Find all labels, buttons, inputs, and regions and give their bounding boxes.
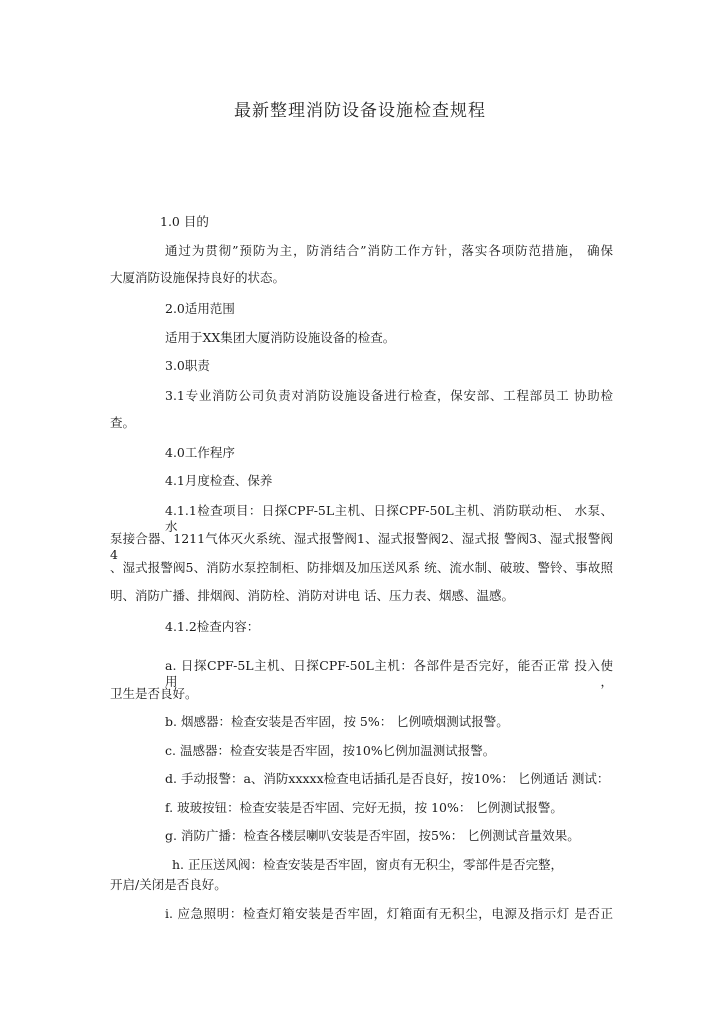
list-item-a: a. 日探CPF-5L主机、日探CPF-50L主机：各部件是否完好，能否正常 投入使用，	[165, 658, 613, 689]
list-item-i: i. 应急照明：检查灯箱安装是否牢固，灯箱面有无积尘，电源及指示灯 是否正	[165, 906, 613, 921]
list-item-d: d. 手动报警：a、消防xxxxx检查电话插孔是否良好，按10%： 匕例通话 测试：	[165, 771, 610, 786]
section-1-heading: 1.0 目的	[160, 214, 209, 229]
paragraph-line: 适用于XX集团大厦消防设施设备的检查。	[165, 330, 396, 345]
section-2-heading: 2.0适用范围	[165, 301, 235, 316]
paragraph-line: 大厦消防设施保持良好的状态。	[110, 270, 286, 285]
list-item-h: h. 正压送风阀：检查安装是否牢固，窗贞有无积尘，零部件是否完整，	[172, 857, 563, 872]
section-3-heading: 3.0职责	[165, 358, 210, 373]
paragraph-line: 开启/关闭是否良好。	[110, 877, 227, 892]
list-item-f: f. 玻玻按钮：检查安装是否牢固、完好无损，按 10%： 匕例测试报警。	[165, 800, 563, 815]
paragraph-line: 查。	[110, 415, 136, 430]
subsection-4-1-2-heading: 4.1.2检查内容：	[165, 619, 260, 634]
list-item-b: b. 烟感器：检查安装是否牢固，按 5%： 匕例喷烟测试报警。	[165, 714, 509, 729]
list-item-g: g. 消防广播：检查各楼层喇叭安装是否牢固，按5%： 匕例测试音量效果。	[165, 828, 580, 843]
paragraph-line: 4.1.1检查项目：日探CPF-5L主机、日探CPF-50L主机、消防联动柜、 水泵、水	[165, 503, 613, 534]
paragraph-line: 泵接合器、1211气体灭火系统、湿式报警阀1、湿式报警阀2、湿式报 警阀3、湿式报警阀4	[110, 531, 613, 562]
paragraph-line: 明、消防广播、排烟阀、消防栓、消防对讲电 话、压力表、烟感、温感。	[110, 588, 514, 603]
paragraph-line: 、湿式报警阀5、消防水泵控制柜、防排烟及加压送风系 统、流水制、破玻、警铃、事故照	[110, 560, 613, 575]
subsection-4-1-heading: 4.1月度检查、保养	[165, 473, 273, 488]
paragraph-line: 卫生是否良好。	[110, 686, 198, 701]
document-title: 最新整理消防设备设施检查规程	[234, 101, 486, 121]
paragraph-line: 通过为贯彻”预防为主，防消结合”消防工作方针，落实各项防范措施， 确保	[165, 243, 613, 258]
list-item-c: c. 温感器：检查安装是否牢固，按10%匕例加温测试报警。	[165, 743, 496, 758]
paragraph-line: 3.1专业消防公司负责对消防设施设备进行检查，保安部、工程部员工 协助检	[165, 388, 613, 403]
section-4-heading: 4.0工作程序	[165, 445, 235, 460]
